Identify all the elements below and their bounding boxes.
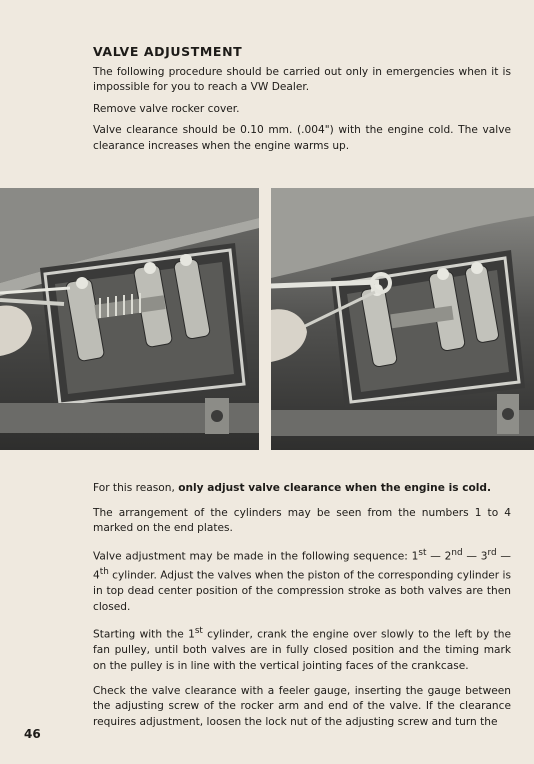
procedure-section bbox=[93, 481, 511, 739]
photo-valve-wrench bbox=[271, 188, 534, 450]
arrangement-paragraph: The arrangement of the cylinders may be seen from the numbers 1 to 4 marked on the end plates. bbox=[93, 506, 511, 535]
sequence-step-4-suffix: th bbox=[99, 566, 109, 577]
starting-paragraph bbox=[93, 624, 511, 674]
intro-paragraph-2: Remove valve rocker cover. bbox=[93, 102, 240, 115]
intro-paragraph-3: Valve clearance should be 0.10 mm. (.004") with the engine cold. The valve clearance increases when the engine warms up. bbox=[93, 124, 511, 152]
photo-strip bbox=[0, 188, 534, 450]
check-paragraph: Check the valve clearance with a feeler gauge, inserting the gauge between the adjusting screw of the rocker arm and end of the valve. If the clearance requires adjustment, loosen the lock nut of the adjusting screw and turn the bbox=[93, 684, 511, 728]
reason-emphasis: only adjust valve clearance when the engine is cold. bbox=[178, 482, 491, 494]
sequence-paragraph bbox=[93, 546, 511, 615]
page-number: 46 bbox=[24, 727, 41, 741]
reason-paragraph bbox=[93, 481, 511, 497]
starting-cylinder-suffix: st bbox=[194, 626, 203, 637]
sequence-dash-1: — bbox=[426, 550, 445, 563]
sequence-dash-3: — bbox=[496, 550, 511, 563]
sequence-step-3-suffix: rd bbox=[487, 547, 497, 558]
starting-tail: cylinder, crank the engine over slowly to the left by the fan pulley, until both valves are in fully closed position and the timing mark on the pulley is in line with the vertical jointing faces of the crankcase. bbox=[93, 628, 511, 672]
section-title: VALVE ADJUSTMENT bbox=[93, 44, 243, 59]
sequence-dash-2: — bbox=[462, 550, 481, 563]
intro-section bbox=[93, 44, 511, 161]
intro-paragraph-1: The following procedure should be carried out only in emergencies when it is impossible for you to reach a VW Dealer. bbox=[93, 65, 511, 94]
starting-lead: Starting with the bbox=[93, 628, 189, 641]
sequence-lead: Valve adjustment may be made in the following sequence: bbox=[93, 550, 412, 563]
sequence-step-4: 4 bbox=[93, 569, 100, 582]
sequence-step-2-suffix: nd bbox=[451, 547, 463, 558]
sequence-tail: cylinder. Adjust the valves when the piston of the corresponding cylinder is in top dead center position of the compression stroke as both valves are then closed. bbox=[93, 569, 511, 613]
photo-valve-gauge bbox=[0, 188, 259, 450]
sequence-step-1-suffix: st bbox=[418, 547, 427, 558]
starting-cylinder-number: 1 bbox=[188, 628, 195, 641]
reason-prefix: For this reason, bbox=[93, 482, 179, 494]
sequence-step-2: 2 bbox=[444, 550, 452, 563]
sequence-step-1: 1 bbox=[411, 550, 419, 563]
sequence-step-3: 3 bbox=[480, 550, 488, 563]
